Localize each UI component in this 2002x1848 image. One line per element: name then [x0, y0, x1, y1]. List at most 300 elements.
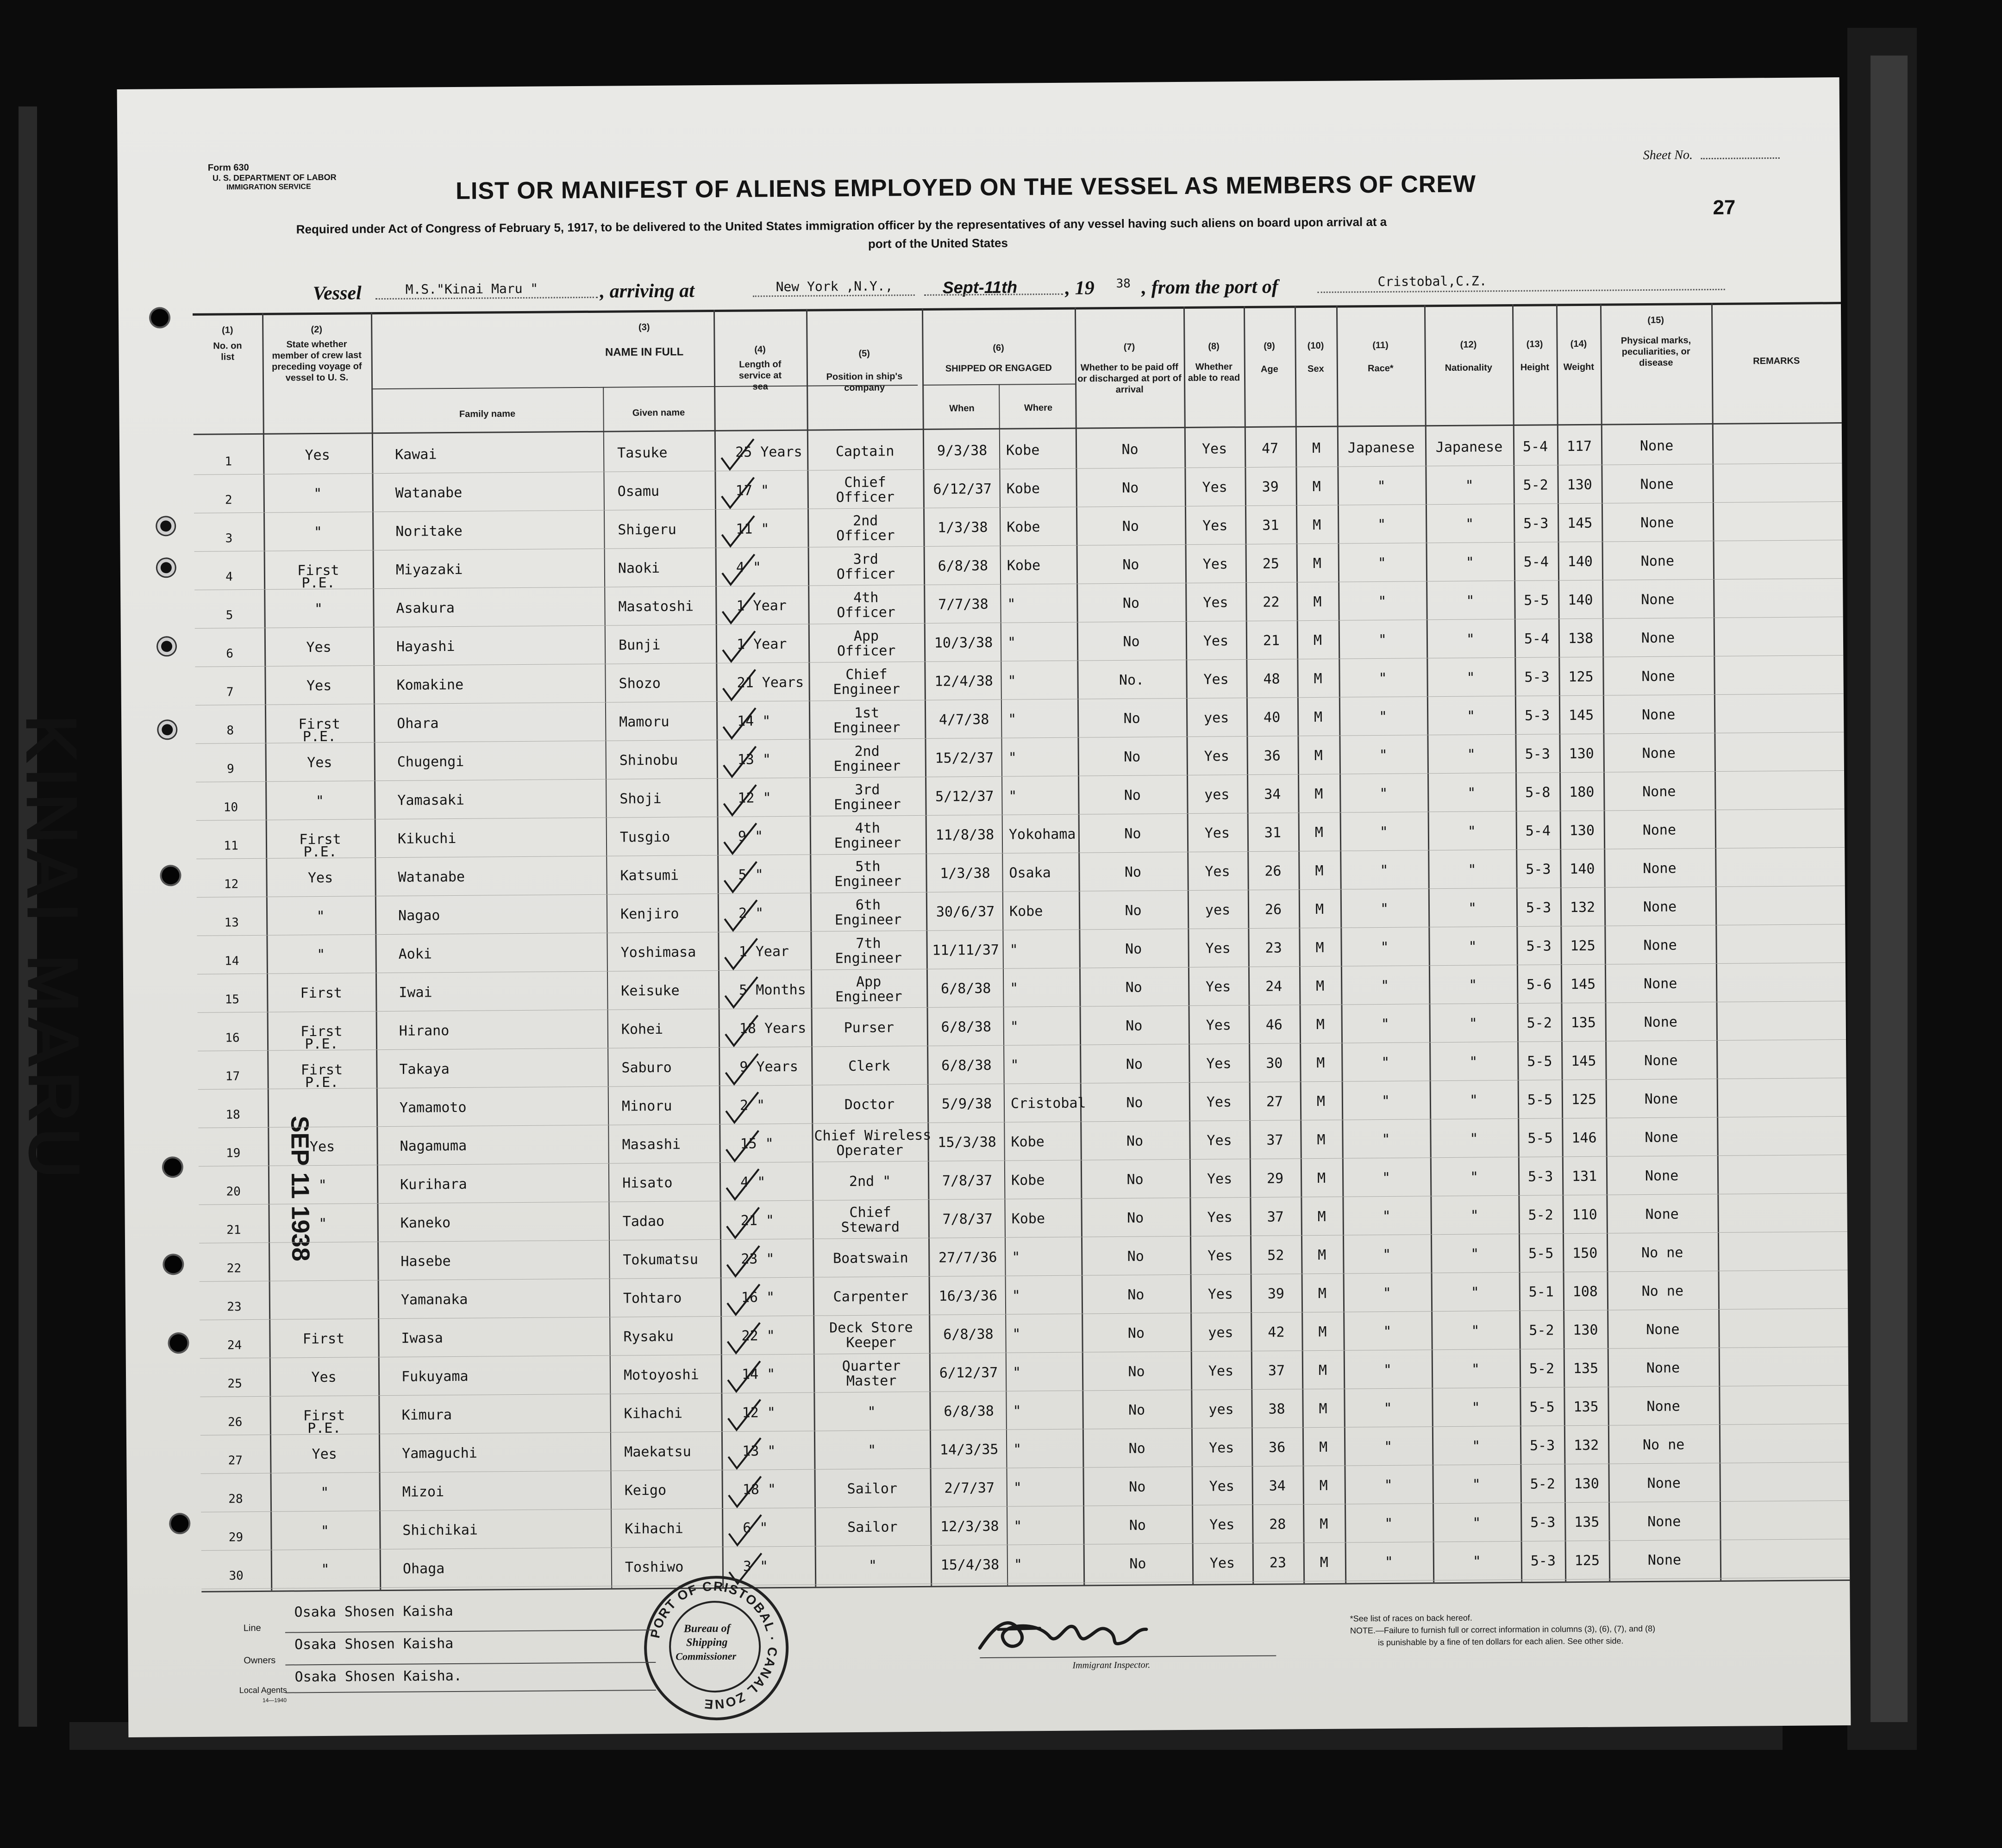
cell-sex: M [1316, 1093, 1326, 1110]
cell-sex: M [1318, 1285, 1326, 1302]
cell-race: " [1384, 1554, 1394, 1570]
cell-sex: M [1314, 709, 1323, 726]
cell-weight: 146 [1571, 1130, 1597, 1147]
cell-given: Tusgio [619, 829, 670, 846]
cell-age: 36 [1268, 1439, 1286, 1456]
cell-position-line2: Operater [836, 1142, 904, 1159]
cell-paid: No [1126, 1056, 1143, 1073]
col-13-header [1513, 338, 1556, 373]
cell-age: 39 [1262, 479, 1279, 495]
cell-race: " [1383, 1323, 1392, 1340]
cell-prev: Yes [311, 1369, 337, 1386]
cell-marks: None [1639, 437, 1674, 455]
cell-race: " [1384, 1438, 1393, 1455]
cell-n: 10 [223, 800, 238, 815]
cell-prev: " [315, 793, 325, 810]
cell-paid: No [1125, 979, 1142, 996]
col-label: NAME IN FULL [605, 345, 684, 359]
cell-age: 36 [1264, 748, 1281, 764]
check-mark [718, 629, 760, 666]
binder-hole [151, 309, 169, 326]
cell-weight: 108 [1572, 1283, 1598, 1300]
manifest-subtitle: Required under Act of Congress of February 5, 1917, to be delivered to the United States immigration officer by the representatives of any vessel having such aliens on board upon arrival at a [296, 214, 1387, 237]
cell-service: 25 Years [735, 443, 802, 461]
cell-weight: 135 [1570, 1014, 1596, 1031]
cell-given: Bunji [618, 637, 661, 654]
cell-sex: M [1312, 478, 1321, 495]
cell-race: " [1378, 593, 1387, 610]
cell-when: 16/3/36 [938, 1287, 998, 1305]
cell-position: Clerk [848, 1058, 890, 1075]
cell-height: 5-1 [1528, 1284, 1554, 1300]
port-of-cristobal-seal [644, 1575, 789, 1721]
manifest-sheet [13, 77, 1851, 1737]
cell-position-line2: Engineer [835, 988, 902, 1005]
cell-height: 5-3 [1526, 899, 1552, 916]
cell-where: " [1013, 1480, 1022, 1496]
cell-position-line2: Engineer [833, 719, 901, 737]
cell-service: 18 " [742, 1481, 776, 1498]
cell-given: Mamoru [619, 713, 669, 730]
check-mark [719, 782, 761, 820]
cell-service: 9 Years [739, 1058, 798, 1075]
cell-age: 38 [1268, 1401, 1285, 1417]
cell-position: 7th [856, 935, 881, 952]
check-mark [724, 1474, 766, 1511]
cell-paid: No [1129, 1517, 1146, 1534]
cell-age: 26 [1264, 863, 1282, 880]
col-number: (1) [221, 325, 233, 336]
cell-position: Deck Store [829, 1319, 913, 1336]
cell-service: 16 " [741, 1289, 775, 1306]
cell-nat: " [1466, 669, 1475, 686]
col-label: Age [1260, 364, 1278, 375]
cell-n: 8 [226, 724, 234, 738]
cell-when: 5/12/37 [935, 788, 994, 805]
cell-nat: " [1468, 862, 1476, 878]
cell-service: 5 Months [739, 981, 806, 999]
cell-position: " [868, 1557, 877, 1574]
cell-weight: 125 [1568, 668, 1594, 686]
cell-service: 13 " [737, 751, 771, 768]
cell-race: " [1383, 1246, 1391, 1263]
cell-read: yes [1204, 787, 1230, 803]
cell-height: 5-4 [1522, 438, 1548, 455]
check-mark [723, 1397, 765, 1435]
cell-where: " [1007, 673, 1016, 689]
cell-height: 5-3 [1530, 1514, 1556, 1531]
cell-given: Shoji [619, 790, 662, 807]
col-number: (15) [1647, 315, 1664, 325]
remarks-header: REMARKS [1753, 356, 1800, 367]
cell-n: 19 [225, 1146, 241, 1161]
cell-weight: 132 [1570, 899, 1595, 916]
date-stamp: SEP 11 1938 [286, 1116, 315, 1261]
cell-marks: None [1643, 975, 1677, 993]
cell-paid: No [1128, 1440, 1145, 1457]
cell-race: " [1380, 900, 1389, 918]
cell-when: 6/8/38 [940, 980, 991, 997]
row-divider [200, 1308, 1848, 1320]
row-divider [194, 578, 1843, 590]
cell-prev-line2: P.E. [301, 574, 335, 592]
cell-marks: None [1641, 706, 1676, 724]
cell-read: yes [1203, 710, 1229, 726]
row-divider [198, 1039, 1846, 1051]
cell-n: 23 [227, 1300, 242, 1314]
cell-race: " [1377, 478, 1386, 495]
cell-weight: 117 [1566, 438, 1592, 455]
cell-family: Komakine [396, 676, 464, 693]
cell-position: 4th [855, 820, 881, 837]
cell-prev: " [314, 600, 323, 618]
seal-outer-text: PORT OF CRISTOBAL · CANAL ZONE [648, 1579, 780, 1712]
col-number: (2) [311, 324, 323, 335]
cell-weight: 145 [1570, 976, 1596, 993]
cell-weight: 131 [1571, 1168, 1597, 1185]
cell-marks: None [1644, 1052, 1678, 1069]
cell-paid: No [1129, 1479, 1146, 1495]
cell-sex: M [1312, 440, 1321, 457]
cell-age: 31 [1264, 824, 1282, 841]
cell-read: Yes [1204, 748, 1229, 765]
cell-marks: None [1646, 1321, 1680, 1338]
check-mark [719, 705, 761, 743]
manifest-subtitle-cont: port of the United States [868, 236, 1008, 251]
cell-nat: " [1470, 1207, 1479, 1224]
cell-read: Yes [1204, 825, 1230, 842]
cell-when: 6/8/38 [941, 1057, 992, 1074]
cell-read: Yes [1203, 633, 1229, 649]
cell-sex: M [1315, 901, 1324, 918]
cell-read: Yes [1205, 863, 1230, 880]
cell-n: 17 [225, 1069, 240, 1084]
cell-given: Keigo [624, 1482, 667, 1499]
cell-position-line2: Engineer [835, 950, 902, 967]
cell-read: Yes [1209, 1517, 1235, 1533]
check-mark [724, 1436, 766, 1473]
cell-nat: " [1467, 823, 1476, 840]
col-4-header [716, 344, 804, 393]
cell-prev: " [313, 485, 322, 502]
check-mark [721, 1090, 763, 1127]
service-name: IMMIGRATION SERVICE [226, 183, 311, 192]
cell-height: 5-5 [1524, 592, 1549, 609]
cell-height: 5-5 [1529, 1399, 1555, 1416]
cell-position: Purser [844, 1019, 895, 1036]
cell-position: Doctor [844, 1096, 895, 1113]
cell-marks: None [1642, 822, 1677, 839]
cell-read: yes [1208, 1324, 1233, 1341]
form-number: Form 630 [207, 162, 249, 173]
cell-paid: No [1127, 1248, 1144, 1265]
inspector-signature [970, 1610, 1165, 1662]
cell-given: Masatoshi [618, 598, 694, 615]
sheet-number-label: Sheet No. [1643, 148, 1693, 163]
cell-race: " [1384, 1477, 1393, 1493]
col-label: Height [1520, 362, 1550, 373]
cell-family: Ohara [397, 715, 439, 732]
cell-age: 30 [1266, 1055, 1283, 1072]
cell-when: 30/6/37 [936, 903, 995, 920]
cell-where: " [1012, 1287, 1021, 1304]
seal-line-2: Shipping [686, 1636, 728, 1649]
vessel-label: Vessel [313, 282, 362, 305]
cell-when: 4/7/38 [938, 711, 989, 728]
cell-height: 5-4 [1525, 823, 1551, 839]
cell-where: " [1010, 980, 1019, 997]
cell-given: Tokumatsu [623, 1251, 698, 1268]
cell-height: 5-3 [1529, 1437, 1555, 1454]
cell-service: 22 " [741, 1328, 775, 1344]
cell-height: 5-4 [1523, 554, 1549, 570]
cell-nat: " [1467, 785, 1476, 801]
cell-where: Kobe [1007, 519, 1040, 536]
cell-height: 5-2 [1529, 1361, 1555, 1377]
cell-sex: M [1314, 747, 1323, 764]
cell-sex: M [1314, 824, 1324, 841]
cell-paid: No [1122, 595, 1140, 612]
cell-position: 2nd [854, 743, 880, 760]
cell-prev-line2: P.E. [303, 843, 337, 861]
table-top-border [193, 302, 1841, 316]
cell-read: Yes [1206, 1017, 1232, 1034]
cell-nat: " [1472, 1515, 1481, 1531]
cell-when: 6/8/38 [941, 1018, 992, 1036]
cell-given: Keisuke [621, 982, 680, 999]
cell-nat: " [1466, 708, 1476, 724]
cell-family: Iwasa [401, 1330, 443, 1347]
cell-paid: No [1127, 1286, 1145, 1303]
col-number: (5) [858, 348, 870, 359]
cell-age: 37 [1267, 1209, 1284, 1225]
cell-when: 6/12/37 [933, 481, 992, 498]
cell-position: 2nd " [849, 1173, 891, 1190]
arrival-port: New York ,N.Y., [776, 278, 893, 295]
cell-read: Yes [1203, 671, 1229, 688]
cell-family: Noritake [395, 523, 463, 540]
cell-given: Tohtaro [623, 1290, 682, 1307]
cell-paid: No [1124, 749, 1141, 765]
cell-sex: M [1319, 1439, 1328, 1455]
col-label: State whether member of crew last preceding voyage of vessel to U. S. [271, 339, 362, 383]
cell-n: 22 [226, 1261, 242, 1276]
cell-nat: " [1469, 977, 1477, 993]
col-label: No. on list [213, 341, 242, 362]
check-mark [720, 936, 762, 974]
col-10-header [1297, 340, 1334, 375]
agents-label: Local Agents [239, 1685, 287, 1695]
cell-where: Osaka [1009, 864, 1051, 881]
cell-service: 18 Years [739, 1020, 807, 1037]
cell-race: " [1378, 631, 1387, 649]
cell-age: 46 [1265, 1017, 1283, 1033]
cell-position-line2: Steward [841, 1219, 900, 1236]
cell-position: Captain [835, 443, 895, 460]
cell-paid: No [1122, 556, 1139, 573]
cell-weight: 130 [1574, 1475, 1599, 1492]
table-bottom-border [201, 1580, 1850, 1592]
agents-underline [286, 1690, 656, 1693]
row-divider [198, 1001, 1846, 1013]
cell-n: 20 [226, 1185, 241, 1199]
cell-read: Yes [1203, 594, 1228, 611]
cell-service: 2 " [738, 905, 764, 922]
check-mark [723, 1282, 765, 1319]
check-mark [717, 475, 759, 512]
cell-read: Yes [1207, 1171, 1232, 1187]
cell-position: " [868, 1442, 876, 1459]
cell-n: 27 [228, 1454, 243, 1468]
cell-when: 6/12/37 [939, 1364, 998, 1381]
cell-race: " [1381, 1016, 1389, 1033]
col-label: Race* [1368, 363, 1394, 374]
col-number: (12) [1460, 339, 1477, 350]
row-divider [199, 1193, 1847, 1205]
row-divider [201, 1577, 1850, 1589]
cell-marks: None [1645, 1129, 1678, 1146]
cell-position: Sailor [847, 1480, 898, 1498]
cell-read: Yes [1206, 1055, 1232, 1072]
cell-race: " [1382, 1131, 1390, 1148]
row-divider [199, 1155, 1847, 1167]
cell-given: Kihachi [625, 1520, 683, 1537]
cell-read: Yes [1207, 1248, 1233, 1264]
cell-n: 26 [227, 1415, 243, 1430]
col-number: (3) [638, 322, 650, 333]
cell-when: 9/3/38 [937, 442, 988, 459]
cell-sex: M [1318, 1362, 1327, 1379]
cell-weight: 130 [1569, 822, 1595, 839]
cell-sex: M [1313, 593, 1322, 611]
cell-paid: No [1126, 1094, 1143, 1111]
cell-height: 5-2 [1527, 1015, 1552, 1031]
department-name: U. S. DEPARTMENT OF LABOR [212, 172, 337, 183]
cell-sex: M [1313, 517, 1321, 534]
cell-read: yes [1208, 1401, 1234, 1418]
family-name-header: Family name [459, 409, 516, 419]
cell-race: " [1382, 1169, 1391, 1186]
cell-service: 17 " [735, 482, 770, 499]
cell-age: 31 [1262, 517, 1279, 534]
check-mark [723, 1359, 765, 1396]
binder-hole [157, 517, 175, 535]
cell-service: 12 " [738, 790, 771, 806]
col-number: (4) [754, 344, 766, 355]
cell-prev: First [297, 562, 339, 579]
cell-race: " [1378, 708, 1388, 725]
cell-prev: " [319, 1215, 327, 1232]
cell-age: 34 [1264, 786, 1281, 803]
shipped-when-header: When [949, 403, 975, 414]
cell-where: " [1009, 942, 1018, 958]
cell-sex: M [1316, 1055, 1325, 1071]
row-divider [197, 886, 1845, 898]
cell-race: " [1380, 939, 1389, 956]
cell-n: 6 [226, 647, 234, 661]
cell-prev: " [318, 1177, 327, 1194]
cell-given: Yoshimasa [620, 944, 696, 961]
cell-paid: No [1124, 787, 1141, 804]
cell-n: 12 [224, 877, 239, 892]
cell-weight: 135 [1574, 1514, 1600, 1531]
cell-height: 5-3 [1525, 746, 1550, 762]
cell-age: 23 [1269, 1555, 1287, 1571]
cell-age: 22 [1263, 594, 1280, 611]
row-divider [201, 1500, 1849, 1512]
col-number: (11) [1372, 340, 1389, 351]
cell-when: 14/3/35 [939, 1441, 999, 1458]
row-divider [197, 962, 1846, 974]
cell-paid: No. [1119, 672, 1145, 688]
cell-where: " [1010, 1057, 1019, 1074]
cell-n: 24 [227, 1338, 242, 1353]
cell-sex: M [1315, 862, 1324, 880]
cell-family: Kimura [401, 1407, 452, 1423]
cell-where: Kobe [1011, 1172, 1045, 1189]
cell-height: 5-2 [1529, 1322, 1554, 1339]
cell-read: Yes [1208, 1440, 1234, 1456]
cell-when: 11/11/37 [932, 942, 1000, 959]
cell-family: Takaya [399, 1061, 450, 1078]
cell-nat: " [1471, 1361, 1480, 1378]
cell-height: 5-5 [1527, 1092, 1553, 1108]
cell-read: Yes [1207, 1286, 1233, 1303]
cell-family: Aoki [398, 946, 432, 962]
cell-sex: M [1316, 1016, 1325, 1033]
cell-height: 5-2 [1530, 1476, 1555, 1492]
cell-sex: M [1314, 786, 1323, 803]
cell-when: 15/3/38 [938, 1134, 996, 1151]
cell-when: 7/8/37 [942, 1211, 993, 1228]
cell-prev: " [320, 1484, 329, 1501]
col-8-header [1186, 341, 1242, 384]
arrival-date: Sept-11th [942, 277, 1018, 297]
cell-marks: None [1642, 783, 1676, 800]
cell-weight: 135 [1573, 1360, 1599, 1377]
cell-family: Kaneko [400, 1215, 451, 1231]
row-divider [194, 463, 1842, 475]
cell-race: Japanese [1347, 439, 1415, 456]
cell-when: 12/4/38 [934, 673, 993, 690]
cell-weight: 125 [1574, 1552, 1600, 1569]
cell-position: App [856, 974, 882, 990]
cell-where: Kobe [1007, 557, 1041, 574]
cell-prev-line2: P.E. [305, 1036, 338, 1053]
cell-paid: No [1126, 1171, 1144, 1188]
col-number: (8) [1208, 341, 1220, 352]
cell-n: 2 [225, 493, 232, 507]
cell-height: 5-6 [1526, 976, 1552, 993]
cell-position: Chief [845, 666, 888, 683]
cell-where: Kobe [1006, 442, 1040, 459]
row-divider [200, 1462, 1849, 1474]
cell-when: 6/8/38 [943, 1326, 994, 1343]
cell-age: 42 [1268, 1324, 1285, 1341]
cell-prev: First [302, 1330, 345, 1348]
cell-marks: None [1643, 937, 1677, 954]
cell-given: Saburo [621, 1059, 672, 1076]
col-number: (10) [1307, 340, 1324, 351]
cell-marks: None [1647, 1552, 1682, 1569]
cell-nat: " [1471, 1438, 1481, 1455]
cell-weight: 180 [1569, 784, 1595, 801]
cell-height: 5-2 [1528, 1207, 1553, 1224]
cell-weight: 145 [1571, 1053, 1596, 1070]
cell-weight: 110 [1572, 1206, 1597, 1224]
row-divider [200, 1270, 1848, 1282]
cell-family: Kikuchi [397, 830, 457, 847]
